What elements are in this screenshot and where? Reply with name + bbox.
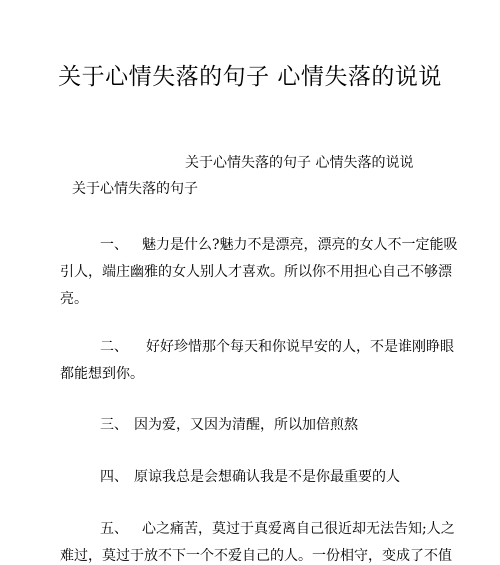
paragraph-4 (60, 464, 442, 491)
paragraph-first-line (60, 232, 458, 259)
paragraph-first-line (60, 412, 442, 439)
paragraph-number: 三、 (100, 417, 128, 433)
paragraph-3 (60, 412, 442, 439)
paragraph-text: 心之痛苦，莫过于真爱离自己很近却无法告知;人之 (142, 521, 455, 537)
paragraph-text: 因为爱，又因为清醒，所以加倍煎熬 (134, 417, 358, 433)
paragraph-line: 亮。 (60, 291, 88, 307)
subtitle-left: 关于心情失落的句子 (72, 181, 198, 197)
paragraph-first-line (60, 516, 455, 543)
paragraph-2 (60, 334, 454, 388)
paragraph-1 (60, 232, 458, 313)
subtitle-centered: 关于心情失落的句子 心情失落的说说 (185, 155, 414, 171)
paragraph-text: 魅力是什么?魅力不是漂亮，漂亮的女人不一定能吸 (142, 237, 458, 253)
paragraph-first-line (60, 334, 454, 361)
paragraph-first-line (60, 464, 442, 491)
paragraph-line: 都能想到你。 (60, 366, 144, 382)
paragraph-5 (60, 516, 455, 565)
paragraph-number: 五、 (100, 521, 128, 537)
document-title: 关于心情失落的句子 心情失落的说说 (58, 64, 442, 90)
paragraph-number: 二、 (100, 339, 128, 355)
paragraph-line: 引人，端庄幽雅的女人别人才喜欢。所以你不用担心自己不够漂 (60, 264, 452, 280)
paragraph-text: 原谅我总是会想确认我是不是你最重要的人 (134, 469, 400, 485)
paragraph-number: 四、 (100, 469, 128, 485)
paragraph-line: 难过，莫过于放不下一个不爱自己的人。一份相守，变成了不值 (60, 548, 452, 564)
paragraph-text: 好好珍惜那个每天和你说早安的人，不是谁刚睁眼 (146, 339, 454, 355)
paragraph-number: 一、 (100, 237, 128, 253)
